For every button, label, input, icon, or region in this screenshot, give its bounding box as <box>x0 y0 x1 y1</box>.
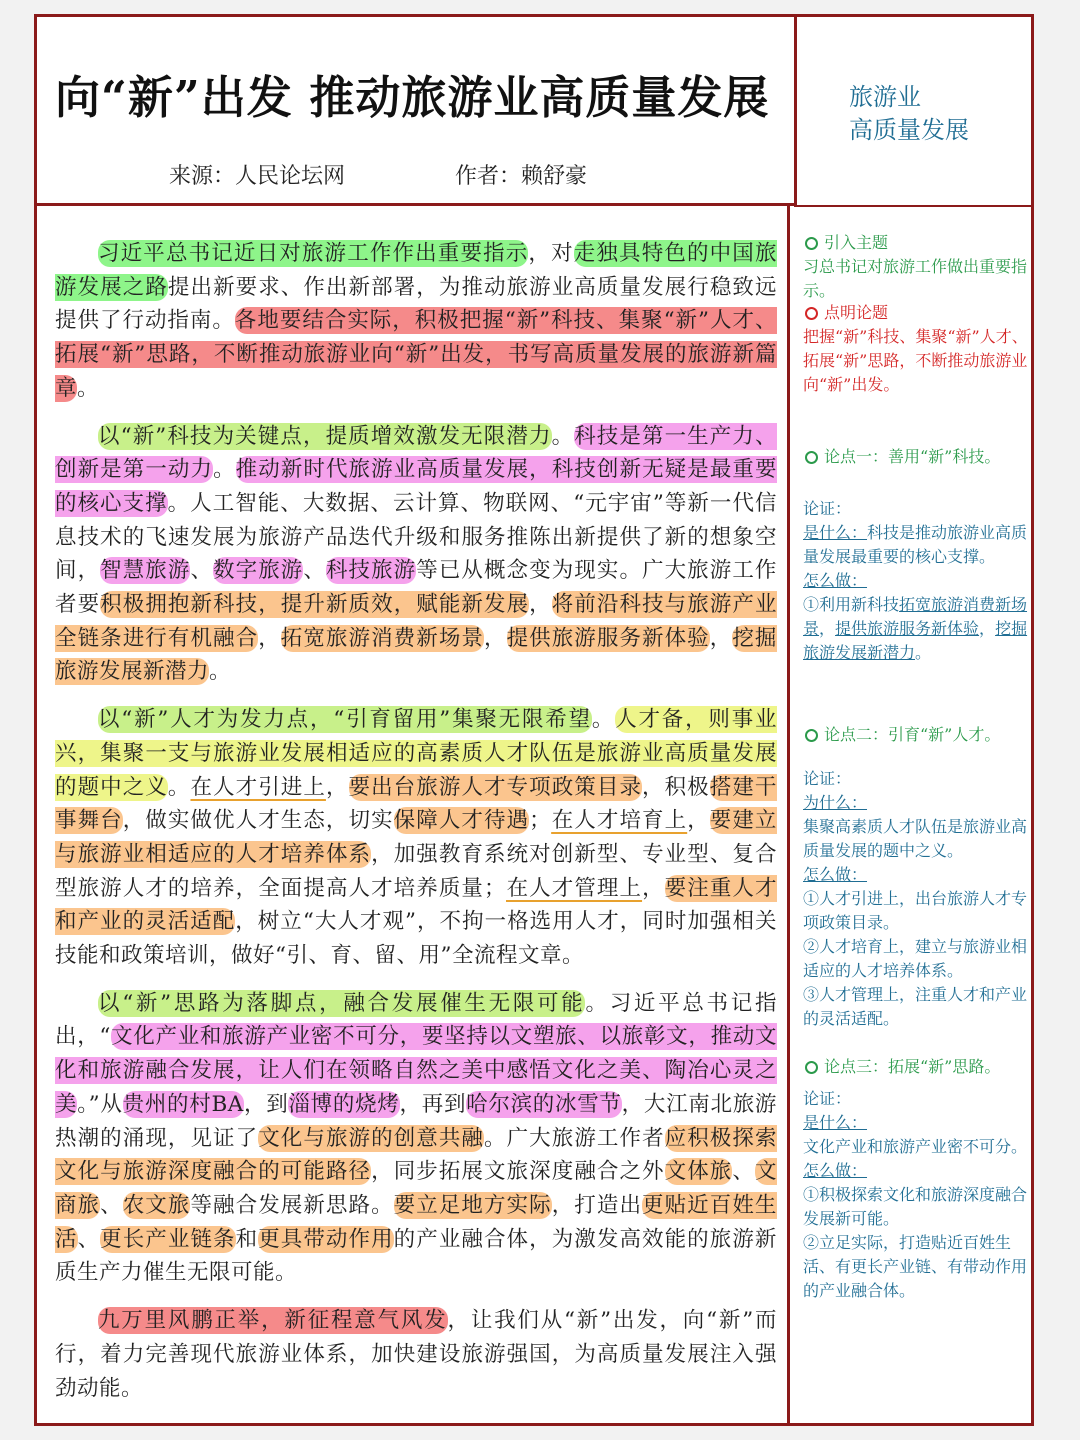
highlight-orange: 要建立与旅游业相适应的人才培养体系 <box>55 808 777 867</box>
note-heading <box>803 723 1031 747</box>
page-title: 向“新”出发 推动旅游业高质量发展 <box>55 71 770 124</box>
note-label: 怎么做： <box>803 865 868 884</box>
highlight-orange: 应积极探索文化与旅游深度融合的可能路径 <box>55 1125 777 1185</box>
note-heading <box>803 1055 1031 1079</box>
highlight-orange: 积极拥抱新科技，提升新质效，赋能新发展 <box>100 592 530 618</box>
text: ，让我们从“新”出发，向“新”而行，着力完善现代旅游业体系，加快建设旅游强国，为高质量发展注入强劲动能。 <box>55 1308 777 1401</box>
text: ， <box>709 625 733 651</box>
highlight-orange: 搭建干事舞台 <box>55 774 777 834</box>
text: ， <box>258 625 281 651</box>
note-heading <box>803 445 1031 469</box>
header-divider-right <box>794 205 1034 207</box>
note-thesis <box>803 301 1031 397</box>
source-label: 来源：人民论坛网 <box>169 164 346 189</box>
highlight-pink: 科技旅游 <box>325 558 417 584</box>
header-divider-left <box>37 203 794 206</box>
highlight-green: 习近平总书记近日对旅游工作作出重要指示 <box>98 241 529 266</box>
text: ，树立“大人才观”，不拘一格选用人才，同时加强相关技能和政策培训，做好“引、育、留、用”全流程文章。 <box>55 909 777 969</box>
highlight-orange: 更贴近百姓生活 <box>55 1192 777 1252</box>
text: 。 <box>213 457 236 483</box>
highlight-pink: 科技是第一生产力、创新是第一动力 <box>55 423 777 483</box>
topic-tags <box>849 81 969 147</box>
text: 。 <box>77 375 100 401</box>
column-divider-lower <box>787 205 790 1426</box>
note-text: 集聚高素质人才队伍是旅游业高质量发展的题中之义。 <box>803 817 1028 860</box>
highlight-pink: 淄博的烧烤 <box>288 1091 400 1117</box>
note-label: 论证： <box>803 499 852 518</box>
note-heading <box>803 231 1031 255</box>
article-body <box>55 237 777 1419</box>
highlight-pink: 哈尔滨的冰雪节 <box>466 1091 622 1117</box>
text: ，再到 <box>399 1091 467 1117</box>
note-heading-text: 论点一：善用“新”科技。 <box>824 447 1001 466</box>
underlined-text: 在人才培育上 <box>551 808 688 834</box>
paragraph-conclusion <box>55 1304 777 1405</box>
note-label: 怎么做： <box>803 1161 868 1180</box>
text: 、 <box>303 558 326 584</box>
highlight-green: 以“新”思路为落脚点，融合发展催生无限可能 <box>98 990 586 1016</box>
highlight-green: 走独具特色的中国旅游发展之路 <box>55 241 777 300</box>
text: 。 <box>915 643 932 662</box>
highlight-yellow: 人才备，则事业兴，集聚一支与旅游业发展相适应的高素质人才队伍是旅游业高质量发展的题中之义 <box>55 707 777 800</box>
text: 提出新要求、作出新部署，为推动旅游业高质量发展行稳致远提供了行动指南。 <box>55 274 777 334</box>
text: ，大江南北旅游热潮的涌现，见证了 <box>55 1091 777 1151</box>
note-text: 习总书记对旅游工作做出重要指示。 <box>803 257 1028 300</box>
author-label: 作者：赖舒豪 <box>455 164 588 189</box>
note-heading-text: 引入主题 <box>824 233 889 252</box>
text: ，做实做优人才生态，切实 <box>122 808 394 834</box>
highlight-pink: 文化产业和旅游产业密不可分，要坚持以文塑旅、以旅彰文，推动文化和旅游融合发展，让人们在领略自然之美中感悟文化之美、陶冶心灵之美 <box>55 1024 777 1117</box>
note-label: 论证： <box>803 769 852 788</box>
highlight-orange: 农文旅 <box>122 1192 191 1218</box>
text: ，打造出 <box>551 1192 643 1218</box>
note-label: 为什么： <box>803 793 868 812</box>
paragraph-talent <box>55 703 777 973</box>
note-text <box>803 593 1031 665</box>
circle-bullet-icon <box>805 237 818 250</box>
text: 等已从概念变为现实。广大旅游工作者要 <box>55 558 777 618</box>
underlined-text: 在人才管理上 <box>506 875 643 901</box>
text: 拓宽旅游消费新场景 <box>803 595 1028 638</box>
text: ， <box>642 875 665 901</box>
text: 、 <box>77 1226 101 1252</box>
text: ，同步拓展文旅深度融合之外 <box>371 1159 665 1185</box>
note-text: 把握“新”科技、集聚“新”人才、拓展“新”思路，不断推动旅游业向“新”出发。 <box>803 327 1028 394</box>
note-text: ①人才引进上，出台旅游人才专项政策目录。 <box>803 889 1028 932</box>
text: 等融合发展新思路。 <box>190 1192 394 1218</box>
text: ； <box>529 808 552 834</box>
circle-bullet-icon <box>805 729 818 742</box>
text: ， <box>979 619 996 638</box>
highlight-pink: 数字旅游 <box>213 558 304 584</box>
note-heading-text: 论点二：引育“新”人才。 <box>824 725 1001 744</box>
highlight-red: 各地要结合实际，积极把握“新”科技、集聚“新”人才、拓展“新”思路，不断推动旅游业向“新”出发，书写高质量发展的旅游新篇章 <box>55 308 777 401</box>
text: ，加强教育系统对创新型、专业型、复合型旅游人才的培养，全面提高人才培养质量； <box>55 841 777 901</box>
text: 。人工智能、大数据、云计算、物联网、“元宇宙”等新一代信息技术的飞速发展为旅游产品迭代升级和服务推陈出新提供了新的想象空间， <box>55 490 777 584</box>
circle-bullet-icon <box>805 451 818 464</box>
note-text: ②立足实际，打造贴近百姓生活、有更长产业链、有带动作用的产业融合体。 <box>803 1233 1028 1300</box>
highlight-pink: 智慧旅游 <box>100 558 191 584</box>
paragraph-intro <box>55 237 777 406</box>
note-intro <box>803 231 1031 303</box>
highlight-green: 以“新”人才为发力点，“引育留用”集聚无限希望 <box>98 707 592 733</box>
text: 。”从 <box>77 1091 123 1117</box>
text: 、 <box>100 1192 123 1218</box>
text: ， <box>819 619 836 638</box>
highlight-orange: 文体旅 <box>664 1159 733 1185</box>
highlight-orange: 拓宽旅游消费新场景 <box>280 625 484 651</box>
note-label: 是什么： <box>803 523 868 542</box>
highlight-orange: 文商旅 <box>55 1159 777 1218</box>
note-label: 怎么做： <box>803 571 868 590</box>
text: 、 <box>190 558 214 584</box>
note-heading-text: 论点三：拓展“新”思路。 <box>824 1057 1001 1076</box>
note-text: ③人才管理上，注重人才和产业的灵活适配。 <box>803 985 1028 1028</box>
document-sheet <box>34 14 1034 1426</box>
note-text: ①积极探索文化和旅游深度融合发展新可能。 <box>803 1185 1028 1228</box>
highlight-red: 九万里风鹏正举，新征程意气风发 <box>98 1308 448 1334</box>
paragraph-ideas <box>55 987 777 1290</box>
text: ，积极 <box>642 774 710 800</box>
text: ， <box>325 774 349 800</box>
highlight-orange: 将前沿科技与旅游产业全链条进行有机融合 <box>55 592 777 651</box>
paragraph-tech <box>55 420 777 690</box>
note-heading <box>803 301 1031 325</box>
text: 和 <box>235 1226 259 1252</box>
note-text: ②人才培育上，建立与旅游业相适应的人才培养体系。 <box>803 937 1028 980</box>
note-text: 科技是推动旅游业高质量发展最重要的核心支撑。 <box>803 523 1028 566</box>
text: 挖掘旅游发展新潜力 <box>803 619 1028 662</box>
circle-bullet-icon <box>805 1061 818 1074</box>
note-argument-1 <box>803 445 1031 665</box>
note-heading-text: 点明论题 <box>824 303 889 322</box>
topic-tag: 旅游业 <box>849 83 921 111</box>
text: ， <box>483 625 507 651</box>
text: 。 <box>591 707 616 733</box>
note-label: 是什么： <box>803 1113 868 1132</box>
text: 、 <box>732 1159 755 1185</box>
text: 提供旅游服务新体验 <box>835 619 980 638</box>
highlight-pink: 推动新时代旅游业高质量发展，科技创新无疑是最重要的核心支撑 <box>55 457 777 516</box>
highlight-orange: 要注重人才和产业的灵活适配 <box>55 875 777 935</box>
highlight-orange: 挖掘旅游发展新潜力 <box>55 625 777 685</box>
circle-bullet-icon <box>805 307 818 320</box>
note-argument-2 <box>803 723 1031 1031</box>
text: 。习近平总书记指出，“ <box>55 990 777 1050</box>
note-text: 文化产业和旅游产业密不可分。 <box>803 1137 1028 1156</box>
highlight-orange: 更具带动作用 <box>258 1226 394 1252</box>
topic-tag: 高质量发展 <box>849 116 969 144</box>
highlight-orange: 保障人才待遇 <box>393 808 530 834</box>
text: ①利用新科技 <box>803 595 900 614</box>
underlined-text: 在人才引进上 <box>190 774 326 800</box>
note-argument-3 <box>803 1055 1031 1303</box>
highlight-orange: 文化与旅游的创意共融 <box>258 1125 485 1151</box>
highlight-pink: 贵州的村BA <box>122 1091 244 1117</box>
text: ， <box>687 808 710 834</box>
text: ，到 <box>243 1091 289 1117</box>
note-label: 论证： <box>803 1089 852 1108</box>
text: 。 <box>209 659 232 685</box>
highlight-orange: 提供旅游服务新体验 <box>506 625 710 651</box>
text: 。 <box>551 423 575 449</box>
highlight-green: 以“新”科技为关键点，提质增效激发无限潜力 <box>98 423 552 449</box>
highlight-orange: 要出台旅游人才专项政策目录 <box>348 774 643 800</box>
text: 。广大旅游工作者 <box>484 1125 665 1151</box>
text: ， <box>529 592 552 618</box>
highlight-orange: 要立足地方实际 <box>393 1192 552 1218</box>
highlight-orange: 更长产业链条 <box>100 1226 236 1252</box>
text: 。 <box>167 774 191 800</box>
text: 的产业融合体，为激发高效能的旅游新质生产力催生无限可能。 <box>55 1226 777 1286</box>
text: ，对 <box>528 241 574 266</box>
